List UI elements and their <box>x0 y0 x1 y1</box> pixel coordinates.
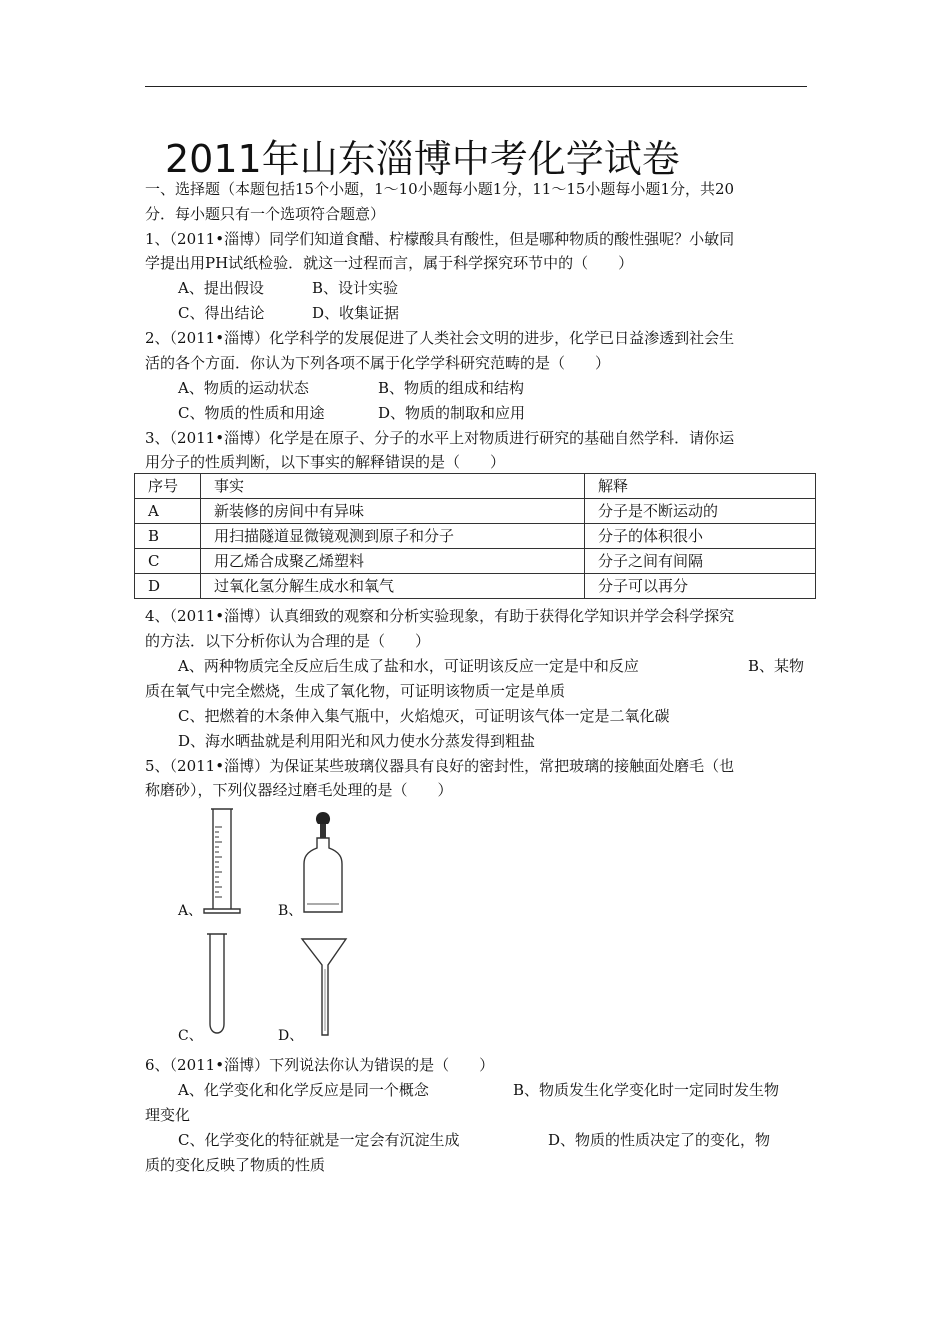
table-cell: 新装修的房间中有异味 <box>201 499 585 524</box>
table-cell: D <box>135 574 201 599</box>
q2-option-c: C、物质的性质和用途 <box>178 404 325 422</box>
graduated-cylinder-icon <box>200 805 246 917</box>
q5-label-d: D、 <box>278 1028 304 1044</box>
q1-option-b: B、设计实验 <box>312 279 399 297</box>
q2-option-a: A、物质的运动状态 <box>178 379 309 397</box>
q6-stem-line1: 6、（2011•淄博）下列说法你认为错误的是（ ） <box>145 1056 495 1074</box>
q1-option-d: D、收集证据 <box>312 304 400 322</box>
q4-option-a: A、两种物质完全反应后生成了盐和水，可证明该反应一定是中和反应 <box>178 657 639 675</box>
table-header-cell: 事实 <box>201 474 585 499</box>
table-cell: B <box>135 524 201 549</box>
q2-stem-line1: 2、（2011•淄博）化学科学的发展促进了人类社会文明的进步，化学已日益渗透到社会生 <box>145 329 735 347</box>
q4-option-c: C、把燃着的木条伸入集气瓶中，火焰熄灭，可证明该气体一定是二氧化碳 <box>178 707 670 725</box>
q1-stem-line2: 学提出用PH试纸检验．就这一过程而言，属于科学探究环节中的（ ） <box>145 254 634 272</box>
table-row <box>135 549 816 574</box>
q4-option-d: D、海水晒盐就是利用阳光和风力使水分蒸发得到粗盐 <box>178 732 536 750</box>
section-intro-line2: 分．每小题只有一个选项符合题意） <box>145 205 386 223</box>
q4-stem-line2: 的方法．以下分析你认为合理的是（ ） <box>145 632 431 650</box>
page-title: 2011年山东淄博中考化学试卷 <box>165 137 680 181</box>
q6-option-b-start: B、物质发生化学变化时一定同时发生物 <box>513 1081 780 1099</box>
table-cell: A <box>135 499 201 524</box>
table-cell: 用扫描隧道显微镜观测到原子和分子 <box>201 524 585 549</box>
table-cell: 分子是不断运动的 <box>585 499 816 524</box>
table-row <box>135 524 816 549</box>
q1-stem-line1: 1、（2011•淄博）同学们知道食醋、柠檬酸具有酸性，但是哪种物质的酸性强呢？小敏同 <box>145 230 735 248</box>
q6-option-c: C、化学变化的特征就是一定会有沉淀生成 <box>178 1131 460 1149</box>
q5-label-c: C、 <box>178 1028 203 1044</box>
table-row <box>135 574 816 599</box>
q5-label-b: B、 <box>278 903 303 919</box>
q6-option-d-start: D、物质的性质决定了的变化，物 <box>548 1131 771 1149</box>
facts-table <box>134 473 816 599</box>
q4-stem-line1: 4、（2011•淄博）认真细致的观察和分析实验现象，有助于获得化学知识并学会科学探究 <box>145 607 735 625</box>
funnel-icon <box>300 935 350 1039</box>
q5-stem-line1: 5、（2011•淄博）为保证某些玻璃仪器具有良好的密封性，常把玻璃的接触面处磨毛（也 <box>145 757 735 775</box>
table-header-row <box>135 474 816 499</box>
reagent-bottle-icon <box>300 808 346 918</box>
table-cell: 过氧化氢分解生成水和氧气 <box>201 574 585 599</box>
q2-option-d: D、物质的制取和应用 <box>378 404 526 422</box>
q5-label-a: A、 <box>178 903 203 919</box>
table-header-cell: 序号 <box>135 474 201 499</box>
table-cell: 分子可以再分 <box>585 574 816 599</box>
table-cell: 分子的体积很小 <box>585 524 816 549</box>
test-tube-icon <box>202 932 232 1040</box>
table-header-cell: 解释 <box>585 474 816 499</box>
header-rule <box>145 86 807 87</box>
section-intro-line1: 一、选择题（本题包括15个小题，1～10小题每小题1分，11～15小题每小题1分，共20 <box>145 180 735 198</box>
q3-stem-line2: 用分子的性质判断，以下事实的解释错误的是（ ） <box>145 453 506 471</box>
q3-stem-line1: 3、（2011•淄博）化学是在原子、分子的水平上对物质进行研究的基础自然学科．请你运 <box>145 429 735 447</box>
q2-stem-line2: 活的各个方面．你认为下列各项不属于化学学科研究范畴的是（ ） <box>145 354 611 372</box>
q6-option-a: A、化学变化和化学反应是同一个概念 <box>178 1081 429 1099</box>
q1-option-c: C、得出结论 <box>178 304 265 322</box>
q4-option-b-start: B、某物 <box>748 657 805 675</box>
table-row <box>135 499 816 524</box>
q2-option-b: B、物质的组成和结构 <box>378 379 525 397</box>
q4-option-b-cont: 质在氧气中完全燃烧，生成了氧化物，可证明该物质一定是单质 <box>145 682 566 700</box>
q6-option-b-cont: 理变化 <box>145 1106 191 1124</box>
table-cell: 用乙烯合成聚乙烯塑料 <box>201 549 585 574</box>
q6-option-d-cont: 质的变化反映了物质的性质 <box>145 1156 326 1174</box>
q5-stem-line2: 称磨砂），下列仪器经过磨毛处理的是（ ） <box>145 781 453 799</box>
table-cell: 分子之间有间隔 <box>585 549 816 574</box>
table-cell: C <box>135 549 201 574</box>
q1-option-a: A、提出假设 <box>178 279 264 297</box>
